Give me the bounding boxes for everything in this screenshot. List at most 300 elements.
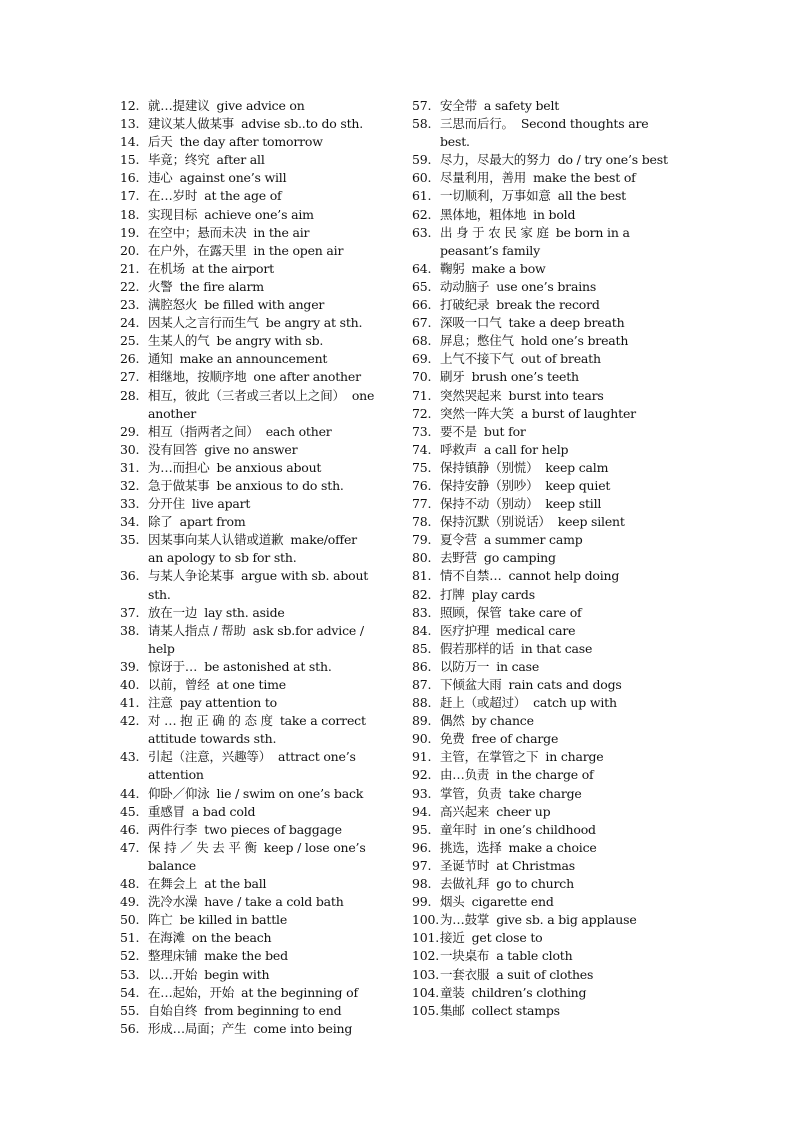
chinese-phrase: 在机场 [148, 260, 185, 276]
entry-number: 93. [412, 785, 432, 801]
vocab-entry [412, 766, 678, 784]
english-phrase: against one’s will [179, 170, 287, 186]
chinese-phrase: 实现目标 [148, 206, 198, 222]
entry-number: 86. [412, 658, 432, 674]
english-phrase: at one time [216, 677, 286, 692]
english-phrase: children’s clothing [471, 984, 587, 1000]
entry-number: 42. [120, 713, 140, 729]
entry-line [440, 694, 678, 712]
vocab-entry [412, 893, 678, 911]
chinese-phrase: 请某人指点 / 帮助 [148, 622, 246, 638]
vocab-entry [412, 857, 678, 875]
entry-number: 81. [412, 568, 432, 584]
entry-number: 31. [120, 459, 140, 475]
entry-line [440, 260, 678, 278]
english-phrase: begin with [204, 966, 270, 982]
entry-line [440, 513, 678, 531]
entry-line [440, 1002, 678, 1020]
entry-line [148, 567, 388, 585]
english-phrase: burst into tears [508, 387, 604, 403]
entry-number: 79. [412, 532, 432, 548]
entry-line [148, 495, 388, 513]
entry-number: 103. [412, 966, 440, 982]
english-phrase: use one’s brains [496, 278, 597, 294]
entry-line [148, 893, 388, 911]
entry-number: 72. [412, 405, 432, 421]
entry-line [148, 857, 388, 875]
entry-number: 46. [120, 821, 140, 837]
entry-line [148, 531, 388, 549]
entry-line [148, 1020, 388, 1038]
english-phrase: live apart [191, 496, 251, 512]
entry-line [440, 785, 678, 803]
english-phrase: be anxious to do sth. [216, 477, 344, 493]
entry-number: 14. [120, 134, 140, 150]
english-phrase: have / take a cold bath [204, 894, 344, 910]
chinese-phrase: 突然哭起来 [440, 387, 502, 403]
english-phrase: one after another [253, 369, 361, 385]
entry-line [440, 676, 678, 694]
vocab-entry [120, 658, 388, 676]
english-phrase: but for [483, 423, 526, 439]
vocab-entry [120, 947, 388, 965]
vocab-entry [120, 712, 388, 748]
chinese-phrase: 建议某人做某事 [148, 116, 235, 132]
chinese-phrase: 一套衣服 [440, 966, 490, 982]
vocab-entry [120, 314, 388, 332]
entry-line [148, 332, 388, 350]
english-phrase: pay attention to [179, 695, 277, 711]
vocab-entry [120, 260, 388, 278]
entry-line [148, 766, 388, 784]
english-phrase: best. [440, 134, 470, 150]
entry-number: 57. [412, 98, 432, 113]
vocab-entry [120, 368, 388, 386]
chinese-phrase: 重感冒 [148, 803, 185, 819]
english-phrase: a burst of laughter [520, 405, 636, 421]
entry-number: 44. [120, 785, 140, 801]
entry-line [148, 947, 388, 965]
entry-number: 54. [120, 984, 140, 1000]
english-phrase: get close to [471, 930, 543, 946]
chinese-phrase: 童年时 [440, 821, 477, 837]
english-phrase: a safety belt [483, 98, 560, 113]
entry-number: 97. [412, 857, 432, 873]
vocab-entry [412, 224, 678, 260]
english-phrase: in one’s childhood [483, 821, 596, 837]
chinese-phrase: 自始自终 [148, 1002, 198, 1018]
entry-number: 22. [120, 278, 140, 294]
english-phrase: catch up with [533, 695, 617, 711]
chinese-phrase: 后天 [148, 134, 173, 150]
vocab-entry [120, 441, 388, 459]
english-phrase: out of breath [520, 351, 601, 367]
chinese-phrase: 放在一边 [148, 604, 198, 620]
vocab-entry [120, 278, 388, 296]
chinese-phrase: 高兴起来 [440, 803, 490, 819]
entry-line [148, 966, 388, 984]
english-phrase: be angry with sb. [216, 333, 324, 349]
english-phrase: take a deep breath [508, 315, 625, 331]
entry-number: 68. [412, 333, 432, 349]
vocab-entry [412, 730, 678, 748]
english-phrase: be killed in battle [179, 912, 288, 928]
chinese-phrase: 因某人之言行而生气 [148, 315, 259, 331]
english-phrase: be angry at sth. [265, 315, 363, 331]
vocab-entry [120, 1020, 388, 1038]
chinese-phrase: 挑选，选择 [440, 839, 502, 855]
english-phrase: be born in a [555, 224, 630, 240]
chinese-phrase: 就…提建议 [148, 98, 210, 113]
chinese-phrase: 以…开始 [148, 966, 198, 982]
entry-number: 29. [120, 423, 140, 439]
chinese-phrase: 在海滩 [148, 930, 185, 946]
entry-number: 76. [412, 477, 432, 493]
entry-number: 90. [412, 731, 432, 747]
vocab-entry [120, 350, 388, 368]
entry-line [440, 405, 678, 423]
english-phrase: at the ball [204, 876, 267, 892]
entry-line [148, 622, 388, 640]
chinese-phrase: 保持镇静（别慌） [440, 459, 539, 475]
vocab-entry [120, 242, 388, 260]
entry-number: 83. [412, 604, 432, 620]
chinese-phrase: 一切顺利，万事如意 [440, 188, 551, 204]
vocab-entry [120, 875, 388, 893]
vocab-entry [412, 314, 678, 332]
vocab-entry [120, 224, 388, 242]
chinese-phrase: 三思而后行。 [440, 116, 514, 132]
vocab-entry [120, 97, 388, 115]
vocab-entry [412, 586, 678, 604]
entry-line [440, 187, 678, 205]
vocab-entry [412, 206, 678, 224]
vocab-entry [412, 187, 678, 205]
vocab-entry [120, 622, 388, 658]
entry-line [440, 966, 678, 984]
english-phrase: in the open air [253, 242, 344, 258]
vocab-entry [412, 495, 678, 513]
entry-number: 78. [412, 514, 432, 530]
english-phrase: make the best of [533, 170, 636, 186]
entry-number: 61. [412, 188, 432, 204]
vocab-entry [412, 748, 678, 766]
english-phrase: free of charge [471, 731, 559, 747]
vocab-entry [120, 984, 388, 1002]
english-phrase: lay sth. aside [204, 604, 285, 620]
vocab-entry [412, 387, 678, 405]
english-phrase: cheer up [496, 803, 551, 819]
vocab-entry [412, 712, 678, 730]
vocab-entry [412, 423, 678, 441]
english-phrase: go to church [496, 876, 574, 892]
entry-number: 59. [412, 152, 432, 168]
vocab-entry [120, 151, 388, 169]
english-phrase: the day after tomorrow [179, 134, 323, 150]
vocab-entry [412, 821, 678, 839]
entry-number: 96. [412, 839, 432, 855]
chinese-phrase: 保持沉默（别说话） [440, 514, 551, 530]
english-phrase: apart from [179, 514, 246, 530]
chinese-phrase: 烟头 [440, 894, 465, 910]
entry-number: 100. [412, 912, 440, 928]
chinese-phrase: 尽力，尽最大的努力 [440, 152, 551, 168]
english-phrase: make a choice [508, 839, 597, 855]
chinese-phrase: 下倾盆大雨 [440, 677, 502, 692]
entry-line [440, 857, 678, 875]
english-phrase: keep silent [557, 514, 625, 530]
entry-line [440, 567, 678, 585]
vocab-entry [412, 658, 678, 676]
entry-number: 102. [412, 948, 440, 964]
entry-line [148, 441, 388, 459]
chinese-phrase: 因某事向某人认错或道歉 [148, 532, 284, 548]
chinese-phrase: 偶然 [440, 713, 465, 729]
entry-line [148, 187, 388, 205]
english-phrase: help [148, 640, 175, 656]
vocab-entry [412, 549, 678, 567]
english-phrase: cigarette end [471, 894, 554, 910]
vocab-entry [412, 405, 678, 423]
entry-line [440, 423, 678, 441]
english-phrase: Second thoughts are [520, 116, 649, 132]
chinese-phrase: 去做礼拜 [440, 876, 490, 892]
entry-number: 50. [120, 912, 140, 928]
vocab-entry [120, 893, 388, 911]
english-phrase: make an announcement [179, 351, 328, 367]
entry-line [440, 821, 678, 839]
english-phrase: attitude towards sth. [148, 731, 277, 747]
chinese-phrase: 主管，在掌管之下 [440, 749, 539, 765]
entry-number: 66. [412, 297, 432, 313]
vocab-entry [120, 387, 388, 423]
entry-line [440, 640, 678, 658]
entry-line [148, 260, 388, 278]
chinese-phrase: 生某人的气 [148, 333, 210, 349]
english-phrase: do / try one’s best [557, 152, 668, 168]
english-phrase: make a bow [471, 260, 546, 276]
entry-line [148, 748, 388, 766]
entry-line [440, 115, 678, 133]
entry-number: 84. [412, 622, 432, 638]
chinese-phrase: 照顾，保管 [440, 604, 502, 620]
chinese-phrase: 深吸一口气 [440, 315, 502, 331]
english-phrase: sth. [148, 586, 171, 602]
vocab-entry [120, 206, 388, 224]
chinese-phrase: 掌管，负责 [440, 785, 502, 801]
entry-number: 21. [120, 260, 140, 276]
entry-number: 20. [120, 242, 140, 258]
english-phrase: in the charge of [496, 767, 594, 783]
entry-line [440, 133, 678, 151]
chinese-phrase: 为…鼓掌 [440, 912, 490, 928]
entry-line [148, 875, 388, 893]
chinese-phrase: 打牌 [440, 586, 465, 602]
chinese-phrase: 要不是 [440, 423, 477, 439]
chinese-phrase: 两件行李 [148, 821, 198, 837]
chinese-phrase: 突然一阵大笑 [440, 405, 514, 421]
entry-line [148, 206, 388, 224]
entry-line [440, 531, 678, 549]
entry-number: 38. [120, 622, 140, 638]
chinese-phrase: 上气不接下气 [440, 351, 514, 367]
entry-line [440, 332, 678, 350]
vocab-entry [120, 531, 388, 567]
entry-line [440, 206, 678, 224]
english-phrase: brush one’s teeth [471, 369, 579, 385]
chinese-phrase: 保 持 ／ 失 去 平 衡 [148, 839, 257, 855]
entry-number: 67. [412, 315, 432, 331]
entry-number: 70. [412, 369, 432, 385]
entry-number: 27. [120, 369, 140, 385]
entry-line [148, 169, 388, 187]
english-phrase: cannot help doing [508, 568, 620, 584]
entry-number: 99. [412, 894, 432, 910]
vocab-entry [412, 966, 678, 984]
english-phrase: at the age of [204, 188, 282, 204]
entry-line [148, 405, 388, 423]
chinese-phrase: 在空中；悬而未决 [148, 224, 247, 240]
vocab-entry [412, 531, 678, 549]
entry-line [440, 875, 678, 893]
english-phrase: at the beginning of [241, 984, 358, 1000]
chinese-phrase: 相继地，按顺序地 [148, 369, 247, 385]
entry-line [440, 604, 678, 622]
entry-line [440, 984, 678, 1002]
entry-number: 41. [120, 695, 140, 711]
vocab-entry [120, 748, 388, 784]
english-phrase: balance [148, 857, 196, 873]
entry-line [148, 296, 388, 314]
entry-line [148, 694, 388, 712]
entry-line [440, 712, 678, 730]
vocab-entry [412, 604, 678, 622]
english-phrase: take care of [508, 604, 582, 620]
entry-line [148, 459, 388, 477]
vocab-entry [412, 115, 678, 151]
vocab-entry [120, 115, 388, 133]
vocab-entry [120, 1002, 388, 1020]
chinese-phrase: 引起（注意，兴趣等） [148, 749, 272, 765]
entry-line [148, 242, 388, 260]
entry-line [148, 839, 388, 857]
english-phrase: each other [265, 423, 332, 439]
chinese-phrase: 医疗护理 [440, 622, 490, 638]
chinese-phrase: 分开住 [148, 496, 185, 512]
vocab-entry [412, 676, 678, 694]
vocab-entry [412, 984, 678, 1002]
vocab-entry [120, 296, 388, 314]
entry-line [440, 748, 678, 766]
vocab-entry [412, 459, 678, 477]
english-phrase: be filled with anger [204, 297, 325, 313]
entry-line [440, 441, 678, 459]
chinese-phrase: 没有回答 [148, 441, 198, 457]
entry-line [440, 387, 678, 405]
chinese-phrase: 满腔怒火 [148, 297, 198, 313]
english-phrase: take a correct [279, 713, 366, 729]
chinese-phrase: 为…而担心 [148, 459, 210, 475]
entry-number: 58. [412, 116, 432, 132]
entry-line [148, 133, 388, 151]
english-phrase: all the best [557, 188, 627, 204]
english-phrase: go camping [483, 550, 556, 566]
english-phrase: keep / lose one’s [263, 839, 366, 855]
english-phrase: another [148, 405, 197, 421]
entry-line [148, 549, 388, 567]
english-phrase: by chance [471, 713, 534, 729]
chinese-phrase: 夏令营 [440, 532, 477, 548]
entry-number: 88. [412, 695, 432, 711]
chinese-phrase: 通知 [148, 351, 173, 367]
entry-line [440, 368, 678, 386]
entry-number: 23. [120, 297, 140, 313]
chinese-phrase: 集邮 [440, 1002, 465, 1018]
entry-line [148, 151, 388, 169]
entry-line [148, 423, 388, 441]
chinese-phrase: 相互，彼此（三者或三者以上之间） [148, 387, 345, 403]
chinese-phrase: 保持不动（别动） [440, 496, 539, 512]
vocab-entry [412, 260, 678, 278]
entry-number: 25. [120, 333, 140, 349]
entry-line [148, 785, 388, 803]
chinese-phrase: 在…岁时 [148, 188, 198, 204]
chinese-phrase: 接近 [440, 930, 465, 946]
entry-number: 82. [412, 586, 432, 602]
vocab-entry [120, 821, 388, 839]
entry-line [440, 242, 678, 260]
entry-number: 15. [120, 152, 140, 168]
entry-line [440, 224, 678, 242]
entry-line [148, 604, 388, 622]
english-phrase: an apology to sb for sth. [148, 550, 297, 566]
chinese-phrase: 违心 [148, 170, 173, 186]
chinese-phrase: 打破纪录 [440, 297, 490, 313]
english-phrase: keep quiet [545, 477, 611, 493]
entry-number: 32. [120, 477, 140, 493]
vocab-entry [120, 966, 388, 984]
chinese-phrase: 在…起始，开始 [148, 984, 235, 1000]
english-phrase: make/offer [290, 532, 357, 548]
entry-line [148, 224, 388, 242]
english-phrase: two pieces of baggage [204, 821, 342, 837]
vocab-entry [412, 929, 678, 947]
entry-number: 60. [412, 170, 432, 186]
entry-number: 39. [120, 658, 140, 674]
vocab-entry [412, 97, 678, 115]
chinese-phrase: 整理床铺 [148, 948, 198, 964]
chinese-phrase: 注意 [148, 695, 173, 711]
vocab-entry [120, 495, 388, 513]
chinese-phrase: 圣诞节时 [440, 857, 490, 873]
chinese-phrase: 出 身 于 农 民 家 庭 [440, 224, 549, 240]
vocab-entry [412, 441, 678, 459]
entry-line [148, 640, 388, 658]
english-phrase: give sb. a big applause [496, 912, 637, 928]
entry-line [148, 730, 388, 748]
entry-number: 53. [120, 966, 140, 982]
vocab-entry [412, 567, 678, 585]
chinese-phrase: 以前，曾经 [148, 677, 210, 692]
vocab-entry [412, 477, 678, 495]
vocab-entry [412, 278, 678, 296]
entry-line [148, 676, 388, 694]
entry-line [148, 1002, 388, 1020]
vocab-entry [412, 296, 678, 314]
entry-number: 65. [412, 278, 432, 294]
entry-line [148, 97, 388, 115]
english-phrase: in that case [520, 640, 593, 656]
